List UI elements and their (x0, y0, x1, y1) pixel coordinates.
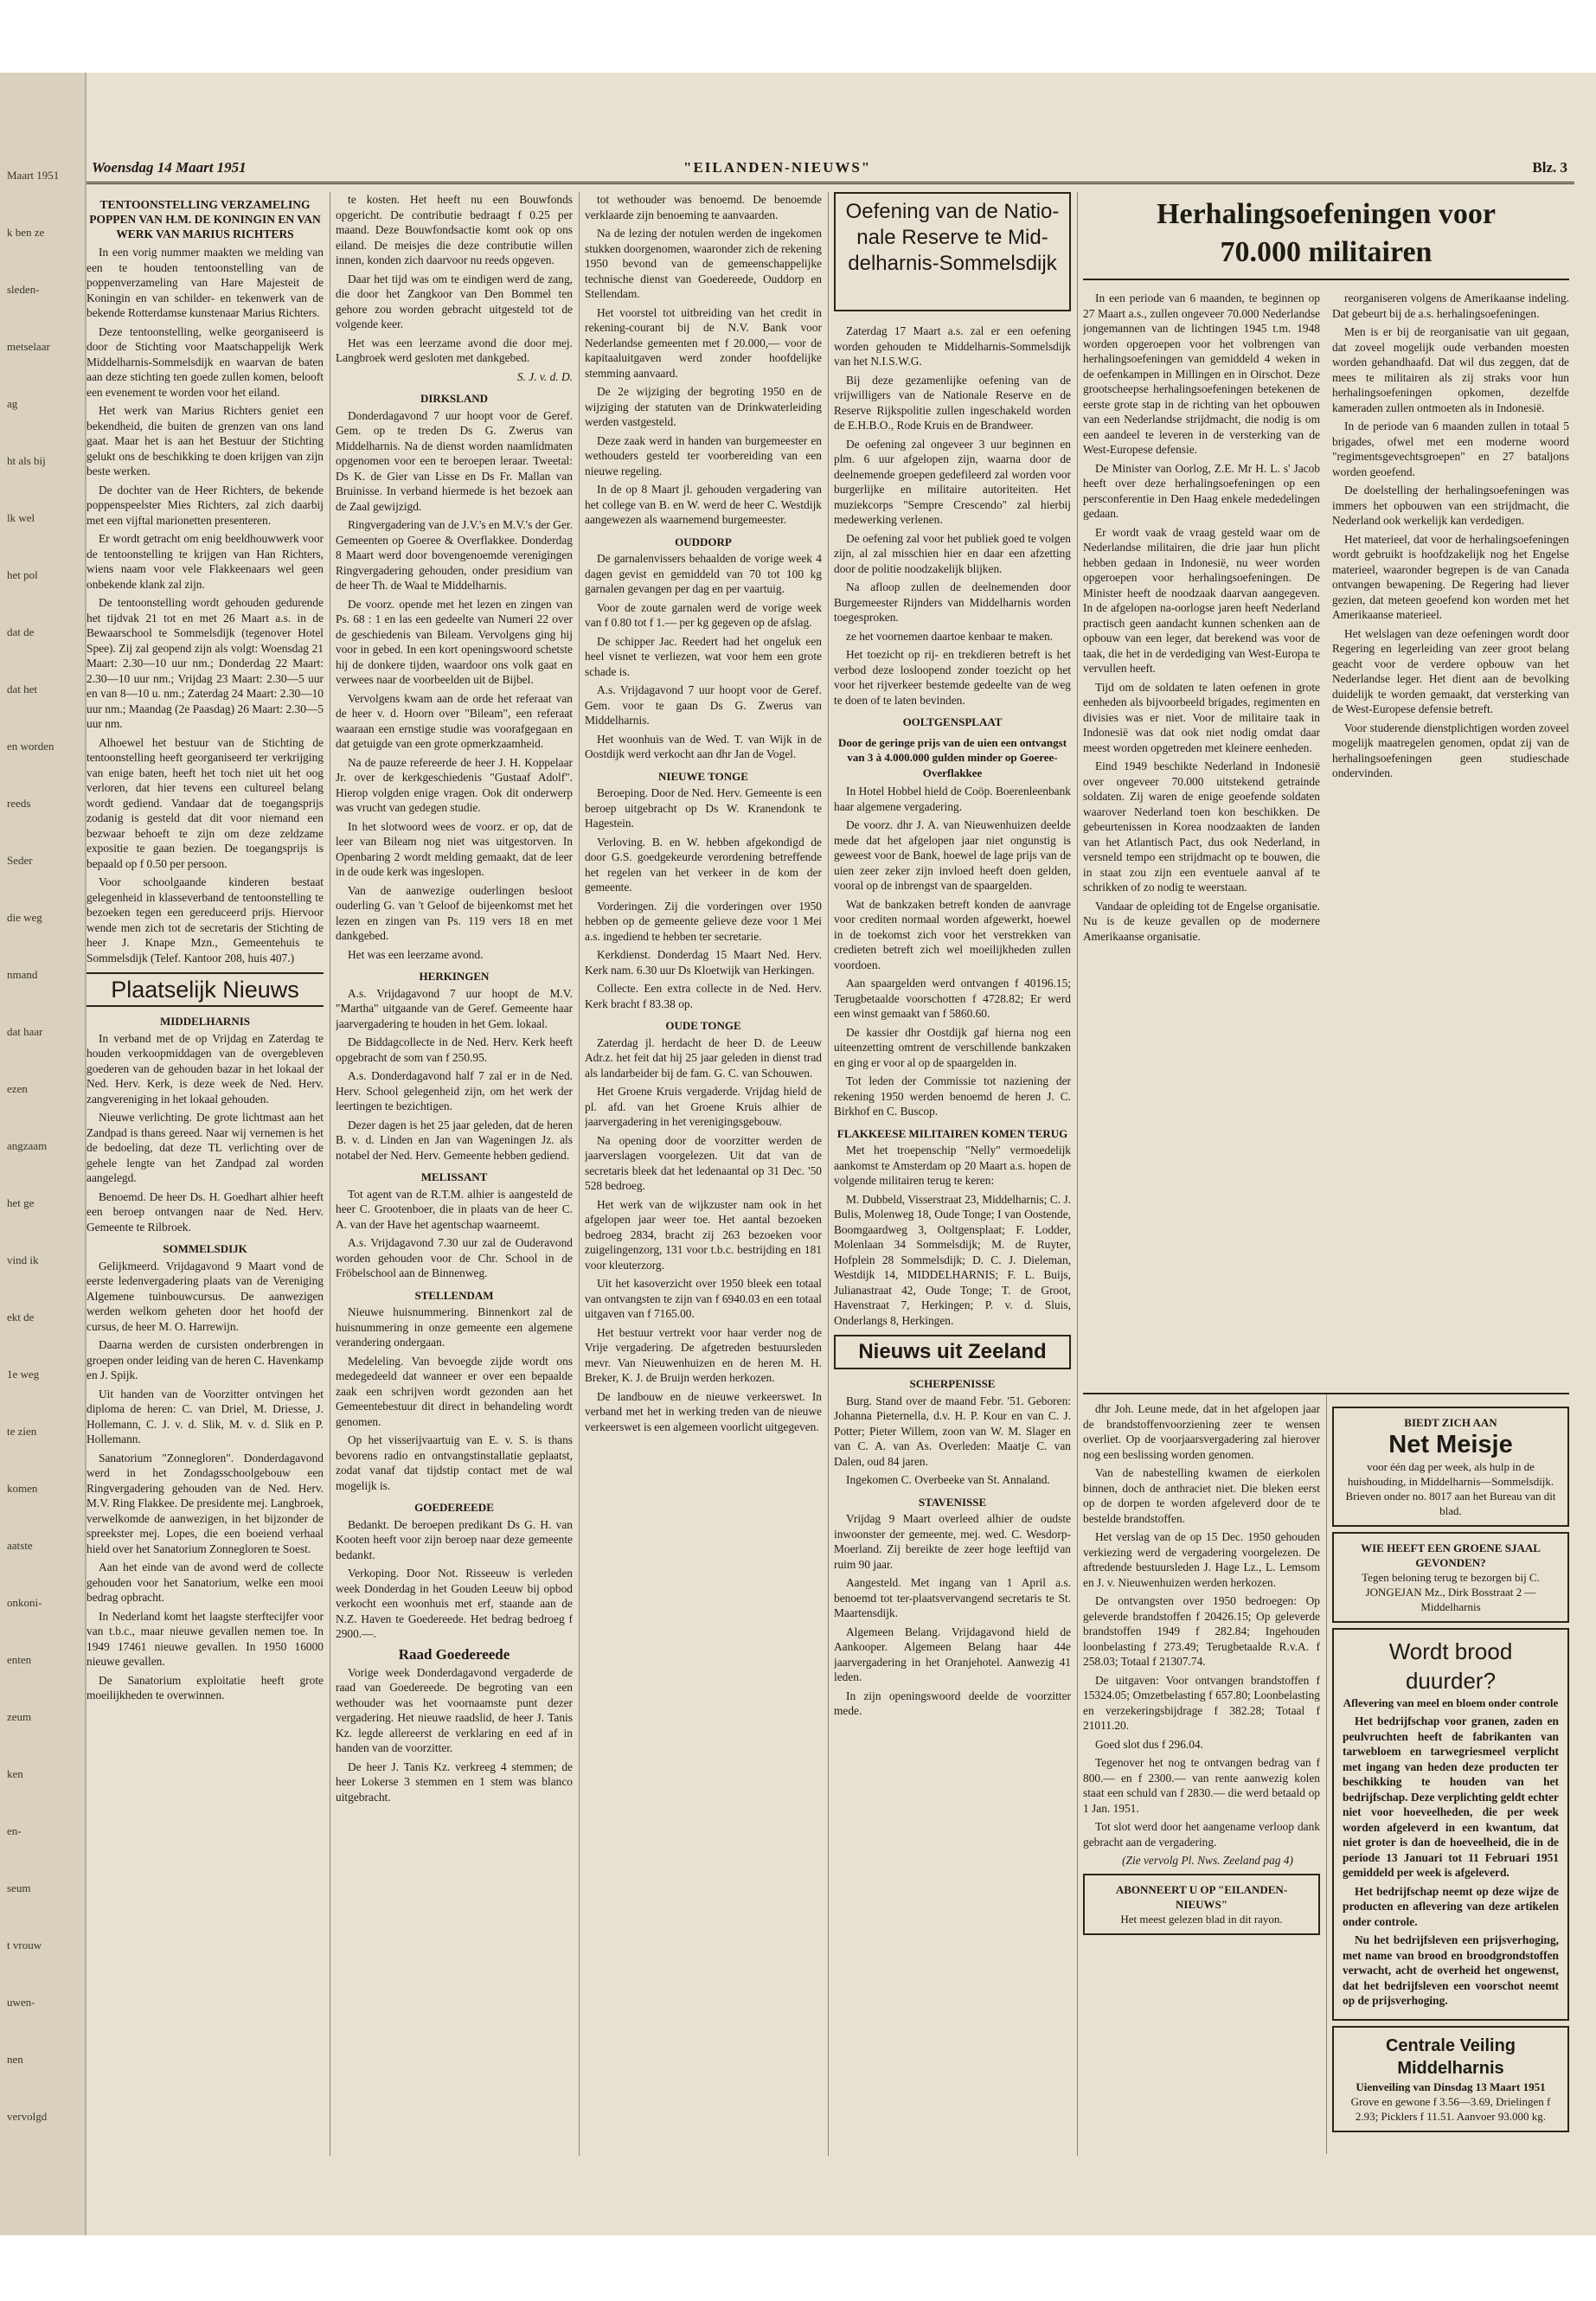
paragraph: Het bestuur vertrekt voor haar verder nog de Vrije vergadering. De afgetreden bestuursleden mevr. Van Nieuwenhuizen en de heren M. H. Breker, K. J. de Bruijn werden herkozen. (585, 1325, 822, 1384)
subscribe-sub: Het meest gelezen blad in dit rayon. (1120, 1912, 1283, 1926)
paragraph: reorganiseren volgens de Amerikaanse indeling. Dat gebeurt bij de a.s. herhalingsoefeningen. (1332, 292, 1569, 320)
column-1 (87, 192, 324, 2156)
paragraph: Deze tentoonstelling, welke georganiseerd is door de Stichting voor Maatschappelijk Werk Middelharnis-Sommelsdijk en waarvan de baten aan deze stichting ten goede zullen komen, belooft een evenement te worden voor het eiland. (87, 324, 324, 399)
article-body (1332, 291, 1569, 781)
article-body (1083, 291, 1320, 944)
paragraph: Nieuwe verlichting. De grote lichtmast aan het Zandpad is thans gereed. Naar wij vernemen is het de bedoeling, dat deze TL verlichting over de gehele lengte van het Zandpad zal worden aangelegd. (87, 1111, 324, 1184)
headline-line: Oefening van de Natio- (845, 200, 1060, 223)
continued-note: (Zie vervolg Pl. Nws. Zeeland pag 4) (1122, 1854, 1293, 1867)
paragraph: De uitgaven: Voor ontvangen brandstoffen f 15324.05; Omzetbelasting f 657.80; Loonbelasting en verzekeringsbijdrage f 382.28; Totaal f 21011.20. (1083, 1673, 1320, 1732)
paragraph: Gelijkmeerd. Vrijdagavond 9 Maart vond de eerste ledenvergadering plaats van de Vereniging Algemene tuinbouwcursus. De aanwezigen werden welkom geheten door het hoofd der cursus, de heer M. O. Harrewijn. (87, 1259, 324, 1333)
edge-text-fragment: het ge (7, 1196, 35, 1209)
paragraph: ze het voornemen daartoe kenbaar te maken. (846, 629, 1054, 643)
town-heading: SOMMELSDIJK (163, 1242, 247, 1255)
paragraph: Benoemd. De heer Ds. H. Goedhart alhier heeft een beroep ontvangen naar de Ned. Herv. Gemeente te Rilbroek. (87, 1189, 324, 1234)
edge-text-fragment: 1e weg (7, 1368, 40, 1381)
header-paper-name: "EILANDEN-NIEUWS" (683, 159, 872, 176)
paragraph: Goed slot dus f 296.04. (1095, 1737, 1203, 1751)
edge-text-fragment: dat het (7, 683, 38, 695)
paragraph: Ringvergadering van de J.V.'s en M.V.'s der Ger. Gemeenten op Goeree & Overflakkee. Donderdag 8 Maart werd door bovengenoemde verenigingen Ringvergadering gehouden, onder presidium van de heer Th. de Waal te Middelharnis. (336, 518, 573, 592)
column-6-lower (1332, 1401, 1569, 2154)
paragraph: Het woonhuis van de Wed. T. van Wijk in de Oostdijk werd verkocht aan dhr Jan de Vogel. (585, 732, 822, 760)
column-5-lower (1083, 1401, 1320, 2154)
paragraph: Aan het einde van de avond werd de collecte gehouden voor het Sanatorium, welke een mooi bedrag opbracht. (87, 1561, 324, 1604)
column-2 (336, 192, 573, 2156)
paragraph: Vandaar de opleiding tot de Engelse organisatie. Nu is de keuze gevallen op de modernere Amerikaanse organisatie. (1083, 899, 1320, 943)
article-body (1083, 1401, 1320, 1849)
paragraph: Uit handen van de Voorzitter ontvingen het diploma de heren: C. van Driel, M. Driesse, J. Hollemann, C. J. v. d. Slik, M. v. d. Slik en P. Hollemann. (87, 1387, 324, 1445)
paragraph: A.s. Donderdagavond half 7 zal er in de Ned. Herv. School gelegenheid zijn, om het werk der leertingen te bezichtigen. (336, 1069, 573, 1112)
edge-text-fragment: metselaar (7, 340, 50, 353)
ad-text: Tegen beloning terug te bezorgen bij C. JONGEJAN Mz., Dirk Bosstraat 2 — Middelharnis (1362, 1571, 1540, 1613)
article-body (87, 1031, 324, 1235)
article-body (336, 986, 573, 1163)
paragraph: Tijd om de soldaten te laten oefenen in grote eenheden als bijvoorbeeld brigades, regimenten en divisies was er niet. Voor de militaire taak in Indonesië was dat ook niet nodig omdat daar meest worden opgetreden met kleinere eenheden. (1083, 680, 1320, 754)
paragraph: Beroeping. Door de Ned. Herv. Gemeente is een beroep uitgebracht op Ds W. Kranendonk te Hagestein. (585, 786, 822, 830)
edge-text-fragment: angzaam (7, 1139, 48, 1152)
paragraph: Daarna werden de cursisten onderbrengen in groepen onder leiding van de heren C. Havenkamp en J. Spijk. (87, 1338, 324, 1381)
article-body (336, 1517, 573, 1642)
edge-text-fragment: aatste (7, 1539, 33, 1552)
paragraph: In een vorig nummer maakten we melding van een te houden tentoonstelling van de poppenverzameling van Hare Majesteit de Koningin en van schilder- en tekenwerk van de bekende Rotterdamse kunstenaar Marius Richters. (87, 246, 324, 319)
article-body (336, 408, 573, 963)
edge-text-fragment: lk wel (7, 511, 35, 524)
edge-text-fragment: en worden (7, 740, 54, 753)
town-heading: MIDDELHARNIS (159, 1015, 250, 1028)
paragraph: De Sanatorium exploitatie heeft grote moeilijkheden te overwinnen. (87, 1673, 324, 1702)
paragraph: Van de nabestelling kwamen de eierkolen binnen, doch de anthraciet niet. Die bleken eerst op de dorpen te worden afgeleverd door de te bestelde brandstoffen. (1083, 1466, 1320, 1525)
article-body (585, 1035, 822, 1435)
paragraph: Het welslagen van deze oefeningen wordt door Regering en legerleiding van zeer groot belang geacht voor de verdere opbouw van het Nederlandse leger. Het dient aan de bevolking duidelijk te worden gemaakt, dat versterking van de West-Europese defensie betreft. (1332, 626, 1569, 715)
section-heading: Plaatselijk Nieuws (87, 972, 324, 1007)
edge-text-fragment: enten (7, 1653, 32, 1666)
paragraph: Tot leden der Commissie tot naziening der rekening 1950 werden benoemd de heren J. C. Birkhof en C. Buscop. (834, 1074, 1071, 1118)
oefening-headline-box (834, 192, 1071, 311)
article-body (834, 1511, 1071, 1719)
article-signature: S. J. v. d. D. (516, 369, 573, 383)
paragraph: Alhoewel het bestuur van de Stichting de tentoonstelling heeft georganiseerd ter verkrijging van enige baten, heeft het toch niet uit het oog verloren, dat hier tevens een cultureel belang wordt gediend. Vandaar dat de toegangsprijs zodanig is gesteld dat dit voor niemand een bezwaar behoeft te zijn om deze zeldzame expositie te gaan bezien. De toegangsprijs is bepaald op f 0.50 per persoon. (87, 735, 324, 870)
paragraph: dhr Joh. Leune mede, dat in het afgelopen jaar de brandstoffenvoorziening zeer te wensen overliet. Op de voorjaarsvergadering zal hierover nog een beslissing worden genomen. (1083, 1402, 1320, 1461)
column-rule (1077, 192, 1078, 2156)
article-body (87, 245, 324, 965)
edge-text-fragment: onkoni- (7, 1596, 42, 1609)
paragraph: Het materieel, dat voor de herhalingsoefeningen wordt gebruikt is hoofdzakelijk nog het Engelse materieel, waaronder begrepen is de van Canada ontvangen bewapening. De Regering had liever gezien, dat meteen geoefend kon worden met het Amerikaanse materieel. (1332, 532, 1569, 621)
main-headline (1083, 192, 1569, 280)
paragraph: De ontvangsten over 1950 bedroegen: Op geleverde brandstoffen f 20426.15; Op geleverde brandstoffen 1949 f 282.84; Ingehouden loonbelasting f 273.49; Terugbetaalde R.v.A. f 258.03; Totaal f 21307.74. (1083, 1594, 1320, 1668)
edge-text-fragment: ht als bij (7, 454, 46, 467)
paragraph: Met het troepenschip "Nelly" vermoedelijk aankomst te Amsterdam op 20 Maart a.s. hopen de volgende militairen terug te keren: (834, 1144, 1071, 1187)
edge-text-fragment: nen (7, 2053, 23, 2066)
paragraph: Bedankt. De beroepen predikant Ds G. H. van Kooten heeft voor zijn beroep naar deze gemeente bedankt. (336, 1517, 573, 1561)
paragraph: Zaterdag 17 Maart a.s. zal er een oefening worden gehouden te Middelharnis-Sommelsdijk van het N.I.S.W.G. (834, 324, 1071, 368)
paragraph: In Nederland komt het laagste sterftecijfer voor van t.b.c., maar nieuwe gevallen nemen toe. In 1949 17461 nieuwe gevallen. In 1950 16000 nieuwe gevallen. (87, 1609, 324, 1668)
paragraph: Na opening door de voorzitter werden de jaarverslagen voorgelezen. Uit dat van de secretaris bleek dat het ledenaantal op 31 Dec. '50 528 bedroeg. (585, 1133, 822, 1192)
article-body (834, 1394, 1071, 1488)
paragraph: De 2e wijziging der begroting 1950 en de wijziging der statuten van de Drinkwaterleiding werden vastgesteld. (585, 385, 822, 428)
paragraph: Medeleling. Van bevoegde zijde wordt ons medegedeeld dat wanneer er over een bepaalde zaak een schrijven wordt gezonden aan het Gemeentebestuur dit direct in behandeling wordt genomen. (336, 1354, 573, 1428)
paragraph: De voorz. dhr J. A. van Nieuwenhuizen deelde mede dat het afgelopen jaar niet ongunstig is geweest voor de Bank, hoewel de lage prijs van de uien zeer zeker zijn invloed heeft doen gelden, vooral op de inbrengst van de spaargelden. (834, 818, 1071, 892)
paragraph: De dochter van de Heer Richters, de bekende poppenspeelster Mies Richters, zal zich daarbij met een vijftal marionetten presenteren. (87, 483, 324, 527)
paragraph: Bij deze gezamenlijke oefening van de vrijwilligers van de Nationale Reserve en de Reserve Rijkspolitie zullen ingeschakeld worden de E.H.B.O., Rode Kruis en de Brandweer. (834, 373, 1071, 432)
section-heading: Nieuws uit Zeeland (834, 1335, 1071, 1369)
article-body (585, 551, 822, 762)
page-header (87, 156, 1574, 184)
article-body (336, 1187, 573, 1281)
edge-text-fragment: t vrouw (7, 1939, 42, 1952)
paragraph: Donderdagavond 7 uur hoopt voor de Geref. Gem. op te treden Ds G. Zwerus van Middelharnis. Na de dienst worden naamlidmaten opgenomen voor een te beroepen leraar. Tweetal: Ds K. de Gier van Lisse en Ds Fr. Mallan van Bruinisse. In verband hiermede is het bezoek aan de Zaal gewijzigd. (336, 408, 573, 513)
edge-text-fragment: seum (7, 1881, 31, 1894)
subscribe-heading: ABONNEERT U OP "EILANDEN-NIEUWS" (1115, 1882, 1288, 1911)
article-heading: Raad Goedereede (398, 1645, 510, 1663)
edge-text-fragment: ekt de (7, 1311, 35, 1324)
edge-text-fragment: sleden- (7, 283, 40, 296)
paragraph: Uit het kasoverzicht over 1950 bleek een totaal van ontvangsten te zijn van f 6940.03 en een totaal uitgaven van f 7165.00. (585, 1277, 822, 1320)
headline-line: delharnis-Sommelsdijk (848, 252, 1057, 275)
article-heading: FLAKKEESE MILITAIREN KOMEN TERUG (836, 1126, 1068, 1140)
classified-ad (1332, 1407, 1569, 1527)
edge-text-fragment: ezen (7, 1082, 28, 1095)
paragraph: M. Dubbeld, Visserstraat 23, Middelharnis; C. J. Bulis, Molenweg 18, Oude Tonge; I van Oostende, Boomgaardweg 3, Ooltgensplaat; F. Lodder, Molenlaan 34 Sommelsdijk; M. de Ruyter, Hofplein 28 Sommelsdijk; D. C. J. Dieleman, Westdijk 14, MIDDELHARNIS; F. L. Buijs, Julianastraat 42, Oude Tonge; T. de Groot, Havenstraat 7, Herkingen; P. v. d. Sluis, Onderlangs 8, Herkingen. (834, 1192, 1071, 1327)
ad-top: WIE HEEFT EEN GROENE SJAAL GEVONDEN? (1361, 1541, 1541, 1569)
paragraph: Burg. Stand over de maand Febr. '51. Geboren: Johanna Pieternella, d.v. H. P. Kour en van C. J. Potter; Pieter Willem, zoon van W. M. Slager en van C. A. van As. Overleden: Maatje C. van Dalen, oud 84 jaren. (834, 1394, 1071, 1468)
article-lead: Door de geringe prijs van de uien een ontvangst van 3 à 4.000.000 gulden minder op Goeree-Overflakkee (837, 735, 1067, 779)
town-heading: HERKINGEN (419, 970, 490, 983)
edge-text-fragment: die weg (7, 911, 42, 924)
paragraph: te kosten. Het heeft nu een Bouwfonds opgericht. De contributie bedraagt f 0.25 per maand. Deze Bouwfondsactie komt ook op ons eiland. De meisjes die deze contributie willen innen, konden zich daarvoor nu reeds opgeven. (336, 193, 573, 266)
ad-subtitle: Aflevering van meel en bloem onder controle (1343, 1696, 1559, 1709)
edge-text-fragment: dat de (7, 625, 35, 638)
edge-text-fragment: nmand (7, 968, 38, 981)
paragraph: De oefening zal ongeveer 3 uur beginnen en plm. 6 uur afgelopen zijn, waarna door de deelnemende groepen gedefileerd zal worden voor burgerlijke en militaire autoriteiten. Het muziekcorps "Sempre Crescendo" zal hierbij medewerking verlenen. (834, 437, 1071, 526)
previous-page-edge (0, 73, 87, 2235)
paragraph: De garnalenvissers behaalden de vorige week 4 dagen gevist en gemiddeld van 70 tot 100 kg garnalen gevangen per dag en per vaartuig. (585, 552, 822, 595)
main-headline-line: 70.000 militairen (1220, 236, 1433, 268)
edge-text-fragment: k ben ze (7, 226, 45, 239)
column-5 (1083, 291, 1320, 1389)
edge-text-fragment: uwen- (7, 1996, 35, 2009)
edge-text-fragment: vervolgd (7, 2110, 48, 2123)
article-body (585, 785, 822, 1011)
paragraph: Voor de zoute garnalen werd de vorige week van f 0.80 tot f 1.— per kg gegeven op de afslag. (585, 600, 822, 629)
paragraph: tot wethouder was benoemd. De benoemde verklaarde zijn benoeming te aanvaarden. (585, 193, 822, 221)
edge-text-fragment: dat haar (7, 1025, 43, 1038)
paragraph: In het slotwoord wees de voorz. er op, dat de leer van Bileam nog niet was uitgestorven. In Openbaring 2 wordt melding gemaakt, dat de leer in de oude kerk was ingeslopen. (336, 819, 573, 878)
header-date: Woensdag 14 Maart 1951 (92, 159, 247, 176)
column-4 (834, 324, 1071, 2156)
paragraph: Nieuwe huisnummering. Binnenkort zal de huisnummering in onze gemeente een algemene verandering ondergaan. (336, 1305, 573, 1349)
ad-subtitle: Uienveiling van Dinsdag 13 Maart 1951 (1356, 2080, 1546, 2093)
header-page-number: Blz. 3 (1532, 159, 1567, 176)
paragraph: Het Groene Kruis vergaderde. Vrijdag hield de pl. afd. van het Groene Kruis alhier de jaarvergadering in het verenigingsgebouw. (585, 1085, 822, 1128)
paragraph: Er wordt vaak de vraag gesteld waar om de Nederlandse militairen, die drie jaar hun plicht hebben gedaan in Indonesië, nu weer worden opgeroepen voor herhalingsoefeningen. De Minister heeft de noodzaak daarvan aangegeven. In de afgelopen na-oorlogse jaren heeft Nederland practisch geen aandacht kunnen schenken aan de opbouw van een leger, dat berekend was voor de taak, die het in de verdediging van West-Europa te vervullen heeft. (1083, 525, 1320, 675)
edge-text-fragment: Maart 1951 (7, 169, 60, 182)
paragraph: Het werk van de wijkzuster nam ook in het afgelopen jaar weer toe. Het aantal bezoeken bedroeg 2834, bracht zij 263 bezoeken voor zuigelingenzorg, 131 voor t.b.c. bestrijding en 181 voor kleuterzorg. (585, 1197, 822, 1272)
bread-article-box (1332, 1628, 1569, 2021)
paragraph: Kerkdienst. Donderdag 15 Maart Ned. Herv. Kerk nam. 6.30 uur Ds Kloetwijk van Herkingen. (585, 948, 822, 977)
paragraph: Eind 1949 beschikte Nederland in Indonesië over ongeveer 70.000 uitstekend getrainde soldaten. Zij waren de enige geoefende soldaten waarover Nederland toen kon beschikken. De gebeurtenissen in Korea noodzaakten de landen van het Atlantisch Pact, dus ook Nederland, in versneld tempo een strijdmacht op te bouwen, die in staat zou zijn een eventuele aanval af te schrikken of zo nodig te weerstaan. (1083, 760, 1320, 894)
section-divider (1083, 1393, 1569, 1394)
article-body (336, 192, 573, 366)
paragraph: Het bedrijfschap neemt op deze wijze de producten en aflevering van deze artikelen onder controle. (1343, 1884, 1559, 1928)
paragraph: A.s. Vrijdagavond 7 uur hoopt de M.V. "Martha" uitgaande van de Geref. Gemeente haar jaarvergadering te houden in het Gem. lokaal. (336, 986, 573, 1030)
article-heading: TENTOONSTELLING VERZAMELING POPPEN VAN H.M. DE KONINGIN EN VAN WERK VAN MARIUS RICHTERS (89, 198, 321, 240)
ad-top: BIEDT ZICH AAN (1404, 1416, 1497, 1429)
paragraph: Voor studerende dienstplichtigen worden zoveel mogelijk maatregelen genomen, opdat zij van de herhalingsoefeningen geen studieschade ondervinden. (1332, 721, 1569, 779)
paragraph: Van de aanwezige ouderlingen besloot ouderling G. van 't Geloof de bijeenkomst met het lezen en zingen van Ps. 119 vers 18 en met dankgebed. (336, 883, 573, 942)
paragraph: In Hotel Hobbel hield de Coöp. Boerenleenbank haar algemene vergadering. (834, 785, 1071, 813)
paragraph: Verkoping. Door Not. Risseeuw is verleden week Donderdag in het Gouden Leeuw bij opbod verkocht een woonhuis met erf, staande aan de N.Z. Haven te Goedereede. Het bedrag bedroeg f 2900.—. (336, 1567, 573, 1640)
edge-text-fragment: ag (7, 397, 18, 410)
article-body (834, 784, 1071, 1119)
paragraph: Het bedrijfschap voor granen, zaden en peulvruchten heeft de fabrikanten van tarwebloem en tarwegriesmeel verplicht met ingang van heden deze producten ter beschikking te houden van het bedrijfschap. Deze verplichting geldt echter niet voor hoeveelheden, die per week worden afgeleverd in een kwantum, dat niet groter is dan de hoeveelheid, die in de periode 13 Januari tot 11 Februari 1951 gemiddeld per week is afgeleverd. (1343, 1715, 1559, 1879)
edge-text-fragment: en- (7, 1824, 22, 1837)
paragraph: Deze zaak werd in handen van burgemeester en wethouders gesteld ter voorbereiding van een nieuwe regeling. (585, 433, 822, 478)
paragraph: Na de lezing der notulen werden de ingekomen stukken doorgenomen, waaronder zich de rekening 1950 bevond van de gemeenschappelijke technische dienst van Goedereede, Ouddorp en Stellendam. (585, 227, 822, 300)
town-heading: NIEUWE TONGE (658, 769, 748, 783)
newspaper-page (87, 156, 1574, 2163)
paragraph: Tot slot werd door het aangename verloop dank gebracht aan de vergadering. (1083, 1820, 1320, 1849)
column-rule (1326, 1393, 1327, 2154)
column-rule (579, 192, 580, 2156)
edge-text-fragment: het pol (7, 568, 38, 581)
town-heading: OOLTGENSPLAAT (902, 715, 1003, 728)
town-heading: DIRKSLAND (420, 392, 488, 405)
article-body (834, 1143, 1071, 1328)
article-body (336, 1665, 573, 1805)
paragraph: Het voorstel tot uitbreiding van het credit in rekening-courant bij de N.V. Bank voor Nederlandse gemeenten met f 20.000,— voor de kapitaaluitgaven werd zonder hoofdelijke stemming aanvaard. (585, 305, 822, 380)
town-heading: SCHERPENISSE (909, 1377, 996, 1390)
paragraph: Verloving. B. en W. hebben afgekondigd de door G.S. goedgekeurde verordening betreffende het regelen van het verkeer in de kom der gemeente. (585, 835, 822, 894)
paragraph: Er wordt getracht om enig beeldhouwwerk voor de tentoonstelling te krijgen van Han Richters, wiens naam voor vele Flakkeenaars wel geen onbekende klank zal zijn. (87, 532, 324, 591)
paragraph: In verband met de op Vrijdag en Zaterdag te houden verkoopmiddagen van de overgebleven goederen van de gehouden bazar in het lokaal der Ned. Herv. Kerk, is deze week de Ned. Herv. zangvereniging in het lokaal gehouden. (87, 1031, 324, 1106)
paragraph: Vorderingen. Zij die vorderingen over 1950 hebben op de gemeente gelieve deze voor 1 Mei a.s. ingediend te hebben ter secretarie. (585, 899, 822, 943)
paragraph: Vrijdag 9 Maart overleed alhier de oudste inwoonster der gemeente, mej. wed. C. Wesdorp-Moerland. Zij bereikte de zeer hoge leeftijd van ruim 90 jaar. (834, 1512, 1071, 1571)
edge-text-fragment: zeum (7, 1710, 32, 1723)
paragraph: De landbouw en de nieuwe verkeerswet. In verband met het in werking treden van de nieuwe verkeerswet is een algemeen voorlicht uitgegeven. (585, 1389, 822, 1433)
ad-title: Net Meisje (1388, 1431, 1513, 1458)
paragraph: Collecte. Een extra collecte in de Ned. Herv. Kerk bracht f 83.38 op. (585, 982, 822, 1010)
article-body (585, 192, 822, 528)
town-heading: STAVENISSE (918, 1495, 987, 1509)
paragraph: In de periode van 6 maanden zullen in totaal 5 brigades, ofwel met een moderne woord "regimentsgevechtsgroepen" en 27 bataljons worden geoefend. (1332, 420, 1569, 478)
edge-text-fragment: ken (7, 1767, 23, 1780)
edge-text-fragment: reeds (7, 797, 31, 810)
paragraph: Aan spaargelden werd ontvangen f 40196.15; Terugbetaalde voorschotten f 4728.82; Er werd een winst gemaakt van f 5860.60. (834, 977, 1071, 1020)
paragraph: A.s. Vrijdagavond 7 uur hoopt voor de Geref. Gem. voor te gaan Ds G. Zwerus van Middelharnis. (585, 683, 822, 727)
paragraph: Sanatorium "Zonnegloren". Donderdagavond werd in het Zondagsschoolgebouw een Ringvergadering gehouden van de Ned. Herv. M.V. Ring Flakkee. De presidente mej. Langbroek, verwelkomde de aanwezigen, in het bijzonder de spreekster mej. Lopes, die een boeiend verhaal hield over het Sanatorium Zonnegloren te Soest. (87, 1451, 324, 1555)
paragraph: In een periode van 6 maanden, te beginnen op 27 Maart a.s., zullen ongeveer 70.000 Nederlandse jongemannen van de lichtingen 1945 t.m. 1948 worden opgeroepen voor het volbrengen van herhalingsoefeningen van gemiddeld 4 weken in de oefenkampen in Millingen en in Oirschot. Deze grootscheepse herhalingsoefeningen betekenen de eerste grote stap in de richting van het opbouwen van een Nederlandse strijdmacht, die nodig is om een aandeel te leveren in de versterking van de West-Europese defensie. (1083, 292, 1320, 456)
edge-text-fragment: Seder (7, 854, 33, 867)
paragraph: Op het visserijvaartuig van E. v. S. is thans bevorens radio en ontvangstinstallatie geplaatst, zodat vanaf dat tijdstip contact met de wal mogelijk is. (336, 1433, 573, 1492)
paragraph: Algemeen Belang. Vrijdagavond hield de Aankooper. Algemeen Belang haar 44e jaarvergadering in het Oranjehotel. Aanwezig 41 leden. (834, 1625, 1071, 1683)
town-heading: GOEDEREEDE (414, 1501, 494, 1514)
paragraph: Vorige week Donderdagavond vergaderde de raad van Goedereede. De begroting van een wethouder was het voornaamste punt dezer vergadering. Het nieuwe raadslid, de heer J. Tanis Kz. legde allereerst de verklaring en eed af in handen van de voorzitter. (336, 1665, 573, 1754)
paragraph: Aangesteld. Met ingang van 1 April a.s. benoemd tot ter-plaatsvervangend secretaris te St. Maartensdijk. (834, 1576, 1071, 1619)
town-heading: OUDE TONGE (665, 1019, 741, 1032)
town-heading: MELISSANT (420, 1170, 488, 1183)
paragraph: Het was een leerzame avond die door mej. Langbroek werd gesloten met dankgebed. (336, 336, 573, 364)
paragraph: Wat de bankzaken betreft konden de aanvrage voor crediten normaal worden afgewerkt, hoewel in de toekomst zich voor het verstrekken van credieten betreft zich wel moeilijkheden zullen voordoen. (834, 897, 1071, 971)
main-headline-line: Herhalingsoefeningen voor (1157, 198, 1496, 230)
ad-title: Wordt brood duurder? (1388, 1638, 1513, 1694)
paragraph: De kassier dhr Oostdijk gaf hierna nog een uiteenzetting omtrent de verschillende bankzaken en ging er voor al op de spaargelden in. (834, 1025, 1071, 1069)
paragraph: Dezer dagen is het 25 jaar geleden, dat de heren B. v. d. Linden en Jan van Wageningen Jz. als notabel der Ned. Herv. Gemeente hebben gediend. (336, 1118, 573, 1162)
paragraph: De tentoonstelling wordt gehouden gedurende het tijdvak 21 tot en met 26 Maart a.s. in de Bewaarschool te Sommelsdijk (tegenover Hotel Spee). Zij zal geopend zijn als volgt: Woensdag 21 Maart: 2.30—10 uur nm.; Donderdag 22 Maart: 2.30—10 uur nm.; Vrijdag 23 Maart: 2.30—5 uur en van 8—10 u. nm.; Zaterdag 24 Maart: 2.30—10 uur nm.; Maandag (2e Paasdag) 26 Maart: 2.30—5 uur nm. (87, 596, 324, 730)
column-6 (1332, 291, 1569, 1389)
paragraph: De oefening zal voor het publiek goed te volgen zijn, al zal misschien hier en daar een afzetting door de politie noodzakelijk blijken. (834, 531, 1071, 575)
paragraph: De voorz. opende met het lezen en zingen van Ps. 68 : 1 en las een gedeelte van Numeri 22 over de geschiedenis van Bileam. Vervolgens ging hij voor in gebed. In een kort openingswoord schetste hij de donkere tijden, waardoor ons volk gaat en verwees naar de voorbeelden uit de Bijbel. (336, 597, 573, 686)
paragraph: Na de pauze refereerde de heer J. H. Koppelaar Jr. over de kerkgeschiedenis "Gustaaf Adolf". Hierop volgden enige vragen. Ook dit onderwerp was vrucht van gedegen studie. (336, 755, 573, 814)
town-heading: OUDDORP (675, 535, 732, 548)
paragraph: Tegenover het nog te ontvangen bedrag van f 800.— en f 2300.— van rente aanwezig kolen staat een schuld van f 2830.— die werd betaald op 1 Jan. 1951. (1083, 1756, 1320, 1815)
paragraph: De Minister van Oorlog, Z.E. Mr H. L. s' Jacob heeft over deze herhalingsoefeningen op een persconferentie in Den Haag enkele mededelingen gedaan. (1083, 461, 1320, 520)
edge-text-fragment: te zien (7, 1425, 37, 1438)
paragraph: In zijn openingswoord deelde de voorzitter mede. (834, 1689, 1071, 1717)
edge-text-fragment: komen (7, 1482, 38, 1495)
paragraph: Tot agent van de R.T.M. alhier is aangesteld de heer C. Grootenboer, die in plaats van de heer C. A. van der Have het agentschap waarneemt. (336, 1187, 573, 1231)
paragraph: Voor schoolgaande kinderen bestaat gelegenheid in klasseverband de tentoonstelling te bezoeken tegen een gereduceerd prijs. Hiervoor wende men zich tot de secretaris der Stichting de heer J. Knape Mzn., Gemeentehuis te Sommelsdijk (Telef. Kantoor 208, huis 407.) (87, 875, 324, 965)
column-rule (828, 192, 829, 2156)
paragraph: Zaterdag jl. herdacht de heer D. de Leeuw Adr.z. het feit dat hij 25 jaar geleden in dienst trad als landarbeider bij de fam. G. C. van Schouwen. (585, 1035, 822, 1080)
auction-box (1332, 2026, 1569, 2132)
article-body (87, 1259, 324, 1703)
paragraph: De doelstelling der herhalingsoefeningen was immers het opbouwen van een strijdmacht, die Nederland ook werkelijk kan verdedigen. (1332, 484, 1569, 527)
article-body (834, 324, 1071, 708)
article-body (336, 1304, 573, 1493)
paragraph: Na afloop zullen de deelnemenden door Burgemeester Rijnders van Middelharnis worden toegesproken. (834, 580, 1071, 624)
headline-line: nale Reserve te Mid- (856, 226, 1048, 249)
paragraph: Vervolgens kwam aan de orde het referaat van de heer v. d. Hoorn over "Bileam", een referaat waaraan een ernstige studie was voorafgegaan en dat getuigde van een grote opmerkzaamheid. (336, 691, 573, 750)
paragraph: Het was een leerzame avond. (348, 947, 484, 961)
town-heading: STELLENDAM (414, 1288, 494, 1302)
ad-title: Centrale Veiling Middelharnis (1385, 2035, 1516, 2078)
paragraph: In de op 8 Maart jl. gehouden vergadering van het college van B. en W. werd de heer C. Westdijk aangewezen als waarnemend burgemeester. (585, 483, 822, 526)
paragraph: Men is er bij de reorganisatie van uit gegaan, dat zoveel mogelijk oude verbanden moesten worden gehandhaafd. Dat wil dus zeggen, dat de mees te militairen als zij straks voor hun herhalingsoefeningen opkomen, dezelfde kameraden zullen ontmoeten als in Indonesië. (1332, 325, 1569, 414)
paragraph: De Biddagcollecte in de Ned. Herv. Kerk heeft opgebracht de som van f 250.95. (336, 1035, 573, 1064)
paragraph: Daar het tijd was om te eindigen werd de zang, die door het Zangkoor van Den Bommel ten gehore zou worden gebracht uitgesteld tot de volgende keer. (336, 272, 573, 330)
paragraph: Het werk van Marius Richters geniet een bekendheid, die buiten de grenzen van ons land gaat. Maar het is aan het Bestuur der Stichting gelukt ons de beschikking te doen krijgen van zijn beste werken. (87, 404, 324, 478)
paragraph: Nu het bedrijfsleven een prijsverhoging, met name van brood en broodgrondstoffen verwacht, acht de overheid het ongewenst, dat het bedrijfsleven een voorschot neemt op de prijsverhoging. (1343, 1933, 1559, 2007)
edge-text-fragment: vind ik (7, 1253, 39, 1266)
paragraph: De heer J. Tanis Kz. verkreeg 4 stemmen; de heer Lokerse 3 stemmen en 1 stem was blanco uitgebracht. (336, 1759, 573, 1804)
column-3 (585, 192, 822, 2156)
article-body (1343, 1714, 1559, 2009)
paragraph: De schipper Jac. Reedert had het ongeluk een heel visnet te verliezen, wat voor hem een grote schade is. (585, 634, 822, 678)
paragraph: Het verslag van de op 15 Dec. 1950 gehouden verkiezing werd de vergadering voorgelezen. De aftredende bestuursleden J. Hage Lz., L. Lemsom en J. v. Nieuwenhuizen werden herkozen. (1083, 1530, 1320, 1589)
classified-ad (1332, 1532, 1569, 1623)
subscribe-ad (1083, 1874, 1320, 1935)
ad-text: voor één dag per week, als hulp in de huishouding, in Middelharnis—Sommelsdijk. Brieven onder no. 8017 aan het Bureau van dit blad. (1345, 1460, 1556, 1517)
paragraph: Het toezicht op rij- en trekdieren betreft is het verbod deze losloopend zonder toezicht op het voor het rijverkeer bestemde gedeelte van de weg te doen of te laten bevinden. (834, 648, 1071, 707)
paragraph: Ingekomen C. Overbeeke van St. Annaland. (846, 1473, 1050, 1486)
paragraph: A.s. Vrijdagavond 7.30 uur zal de Ouderavond worden gehouden voor de Chr. School in de Fröbelschool aan de Binnenweg. (336, 1236, 573, 1279)
ad-text: Grove en gewone f 3.56—3.69, Drielingen f 2.93; Picklers f 11.51. Aanvoer 93.000 kg. (1350, 2094, 1551, 2123)
